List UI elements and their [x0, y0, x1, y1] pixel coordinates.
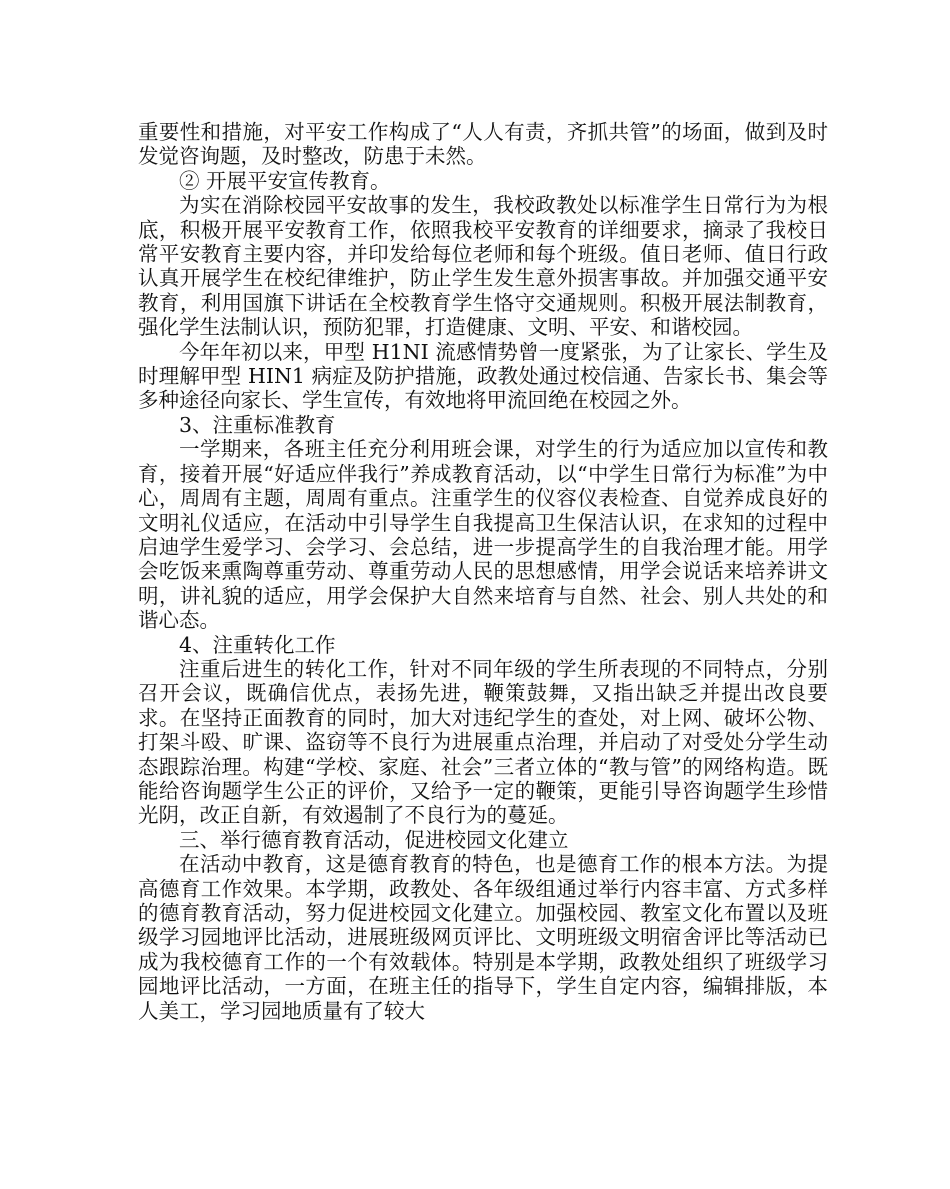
paragraph-safety-measures: 重要性和措施，对平安工作构成了“人人有责，齐抓共管”的场面，做到及时发觉咨询题，及时整改，防患于未然。	[138, 120, 828, 169]
paragraph-h1n1-flu: 今年年初以来，甲型 H1NI 流感情势曾一度紧张，为了让家长、学生及时理解甲型 HIN1 病症及防护措施，政教处通过校信通、告家长书、集会等多种途径向家长、学生宣传，有效地将甲流回绝在校园之外。	[138, 339, 828, 413]
heading-moral-education-activities: 三、举行德育教育活动，促进校园文化建立	[179, 827, 569, 852]
paragraph-transformation-work: 注重后进生的转化工作，针对不同年级的学生所表现的不同特点，分别召开会议，既确信优点，表扬先进，鞭策鼓舞，又指出缺乏并提出改良要求。在坚持正面教育的同时，加大对违纪学生的查处，对上网、破坏公物、打架斗殴、旷课、盗窃等不良行为进展重点治理，并启动了对受处分学生动态跟踪治理。构建“学校、家庭、社会”三者立体的“教与管”的网络构造。既能给咨询题学生公正的评价，又给予一定的鞭策，更能引导咨询题学生珍惜光阴，改正自新，有效遏制了不良行为的蔓延。	[138, 656, 828, 828]
heading-safety-publicity: ② 开展平安宣传教育。	[179, 168, 391, 193]
document-body	[138, 120, 828, 1023]
heading-standard-education: 3、注重标准教育	[179, 412, 336, 437]
heading-transformation-work: 4、注重转化工作	[179, 632, 336, 657]
paragraph-safety-education: 为实在消除校园平安故事的发生，我校政教处以标准学生日常行为为根底，积极开展平安教育工作，依照我校平安教育的详细要求，摘录了我校日常平安教育主要内容，并印发给每位老师和每个班级。值日老师、值日行政认真开展学生在校纪律维护，防止学生发生意外损害事故。并加强交通平安教育，利用国旗下讲话在全校教育学生恪守交通规则。积极开展法制教育，强化学生法制认识，预防犯罪，打造健康、文明、平安、和谐校园。	[138, 193, 828, 340]
paragraph-standard-education: 一学期来，各班主任充分利用班会课，对学生的行为适应加以宣传和教育，接着开展“好适应伴我行”养成教育活动，以“中学生日常行为标准”为中心，周周有主题，周周有重点。注重学生的仪容仪表检查、自觉养成良好的文明礼仪适应，在活动中引导学生自我提高卫生保洁认识，在求知的过程中启迪学生爱学习、会学习、会总结，进一步提高学生的自我治理才能。用学会吃饭来熏陶尊重劳动、尊重劳动人民的思想感情，用学会说话来培养讲文明，讲礼貌的适应，用学会保护大自然来培育与自然、社会、别人共处的和谐心态。	[138, 437, 828, 633]
paragraph-moral-education-activities: 在活动中教育，这是德育教育的特色，也是德育工作的根本方法。为提高德育工作效果。本学期，政教处、各年级组通过举行内容丰富、方式多样的德育教育活动，努力促进校园文化建立。加强校园、教室文化布置以及班级学习园地评比活动，进展班级网页评比、文明班级文明宿舍评比等活动已成为我校德育工作的一个有效载体。特别是本学期，政教处组织了班级学习园地评比活动，一方面，在班主任的指导下，学生自定内容，编辑排版，本人美工，学习园地质量有了较大	[138, 852, 828, 1023]
